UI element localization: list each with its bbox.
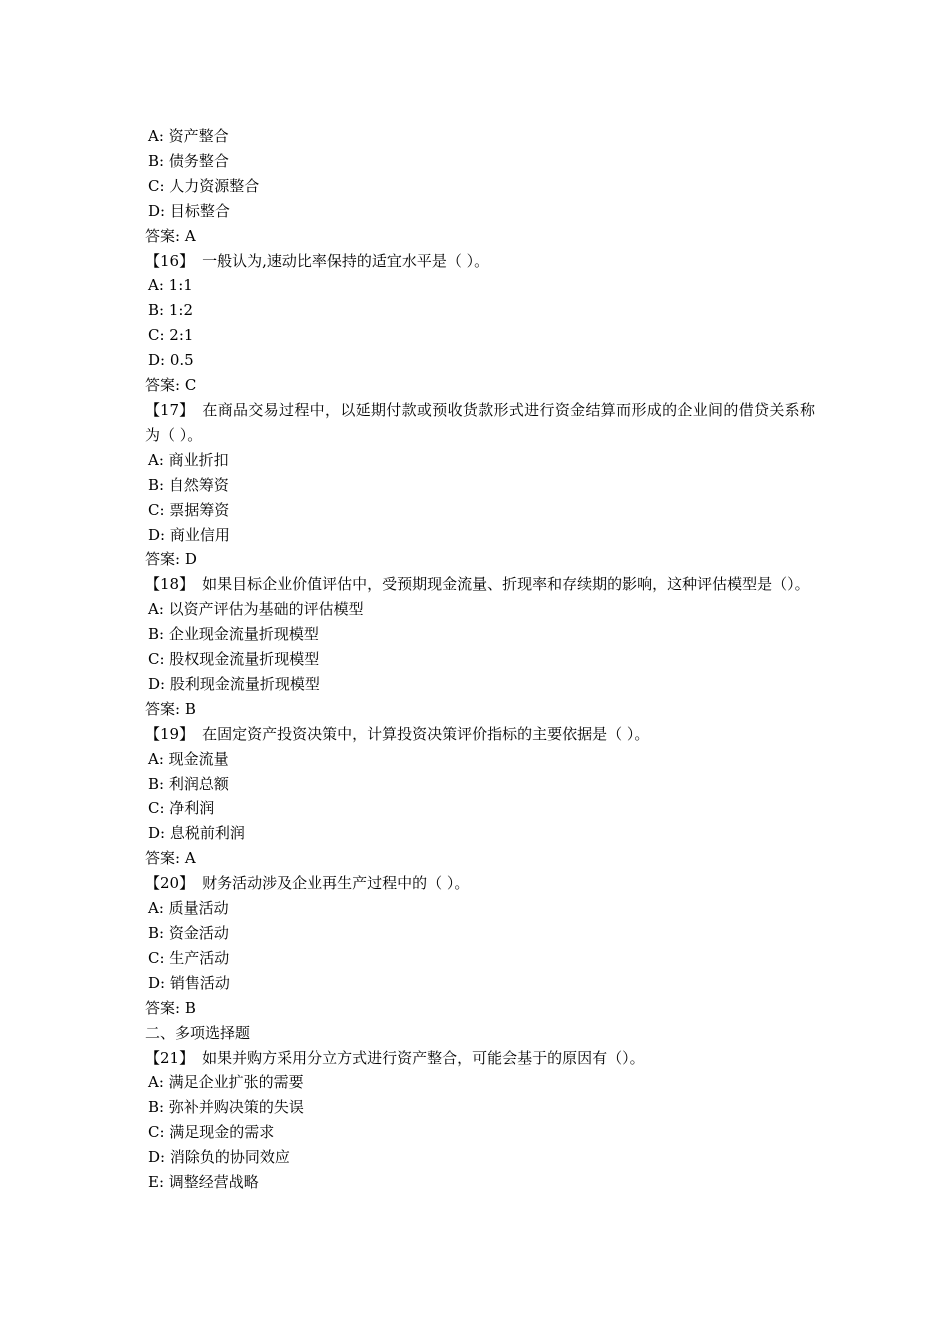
option: B: 企业现金流量折现模型 [148,625,319,644]
option: B: 1:2 [148,301,193,320]
question-number: 【19】 [145,724,195,743]
option: D: 目标整合 [148,201,230,220]
answer: 答案: B [145,699,196,718]
option: A: 商业折扣 [148,450,229,469]
option: C: 净利润 [148,799,215,818]
option: D: 商业信用 [148,525,230,544]
question [145,249,815,274]
option: A: 现金流量 [148,749,229,768]
question [145,398,815,448]
option: D: 股利现金流量折现模型 [148,674,320,693]
option: D: 0.5 [148,351,194,370]
question-number: 【16】 [145,251,195,270]
section-heading: 二、多项选择题 [145,1023,251,1042]
option: B: 债务整合 [148,151,229,170]
question-number: 【17】 [145,400,195,419]
question-number: 【20】 [145,874,195,893]
option: D: 消除负的协同效应 [148,1148,290,1167]
option: A: 以资产评估为基础的评估模型 [148,600,364,619]
question-text: 如果并购方采用分立方式进行资产整合，可能会基于的原因有（）。 [202,1048,645,1067]
question-text: 如果目标企业价值评估中，受预期现金流量、折现率和存续期的影响，这种评估模型是（）。 [202,575,810,594]
option: E: 调整经营战略 [148,1173,259,1192]
answer: 答案: A [145,849,196,868]
option: B: 弥补并购决策的失误 [148,1098,304,1117]
question-text: 一般认为,速动比率保持的适宜水平是（ ）。 [202,251,490,270]
question [145,1046,815,1071]
option: A: 1:1 [148,276,193,295]
option: B: 自然筹资 [148,475,229,494]
document-page [145,124,815,1195]
question [145,722,815,747]
answer: 答案: C [145,376,197,395]
option: D: 销售活动 [148,973,230,992]
answer: 答案: D [145,550,197,569]
question [145,572,815,597]
question-text: 在商品交易过程中，以延期付款或预收货款形式进行资金结算而形成的企业间的借贷关系称为（ ）。 [145,400,815,444]
option: C: 生产活动 [148,948,230,967]
option: B: 资金活动 [148,924,229,942]
answer: 答案: A [145,226,196,245]
option: C: 股权现金流量折现模型 [148,650,320,669]
option: D: 息税前利润 [148,824,245,843]
option: C: 满足现金的需求 [148,1123,275,1142]
question-number: 【18】 [145,575,195,594]
question-text: 在固定资产投资决策中，计算投资决策评价指标的主要依据是（ ）。 [202,724,650,743]
option: C: 人力资源整合 [148,176,260,195]
option: A: 质量活动 [148,899,229,918]
option: A: 满足企业扩张的需要 [148,1073,304,1092]
question [145,871,815,896]
question-text: 财务活动涉及企业再生产过程中的（ ）。 [202,874,470,893]
option: C: 2:1 [148,326,194,345]
option: C: 票据筹资 [148,500,230,519]
question-number: 【21】 [145,1048,195,1067]
option: A: 资产整合 [148,127,229,145]
option: B: 利润总额 [148,774,229,793]
answer: 答案: B [145,998,196,1017]
